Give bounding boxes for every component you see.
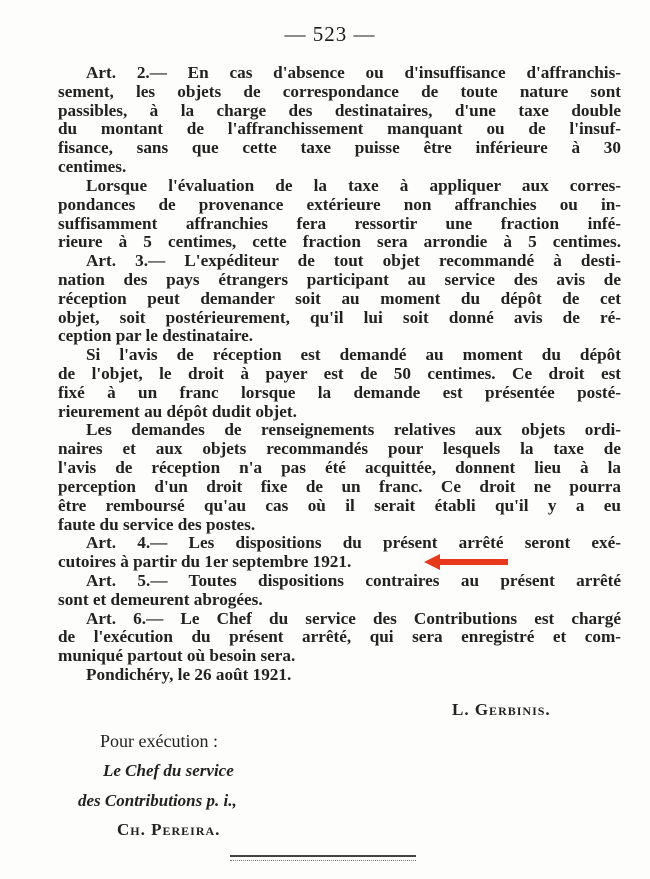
red-arrow-annotation-icon [424, 554, 508, 570]
text-line: Les demandes de renseignements relatives aux objets ordi- [86, 421, 621, 440]
text-line: perception d'un droit fixe de un franc. Ce droit ne pourra [58, 477, 621, 496]
text-line: réception peut demander soit au moment du dépôt de cet [58, 289, 621, 308]
text-line: fixé à un franc lorsque la demande est présentée posté- [58, 383, 621, 402]
text-line: l'avis de réception n'a pas été acquittée, donnent lieu à la [58, 459, 621, 478]
text-line: naires et aux objets recommandés pour lesquels la taxe de [58, 440, 621, 459]
text-line: suffisamment affranchies fera ressortir une fraction infé- [58, 214, 621, 233]
text-line: sement, les objets de correspondance de toute nature sont [58, 82, 621, 101]
text-line: Art. 2.— En cas d'absence ou d'insuffisance d'affranchis- [86, 64, 621, 82]
text-line: objet, soit postérieurement, qu'il lui soit donné avis de ré- [58, 308, 621, 327]
text-line: de l'exécution du présent arrêté, qui sera enregistré et com- [58, 628, 621, 647]
text-line: muniqué partout où besoin sera. [58, 647, 296, 666]
text-line: Art. 5.— Toutes dispositions contraires au présent arrêté [86, 571, 621, 590]
text-line: pondances de provenance extérieure non affranchies ou in- [58, 195, 621, 214]
text-line: sont et demeurent abrogées. [58, 590, 263, 609]
text-line: centimes. [58, 158, 127, 177]
text-line: ception par le destinataire. [58, 327, 254, 346]
text-line: Art. 4.— Les dispositions du présent arrêté seront exé- [86, 534, 621, 553]
text-line: être remboursé qu'au cas où il serait établi qu'il y a eu [58, 496, 621, 515]
signatory-name: L. Gerbinis. [452, 700, 551, 719]
text-line: du montant de l'affranchissement manquant ou de l'insuf- [58, 120, 621, 139]
text-line: Art. 3.— L'expéditeur de tout objet recommandé à desti- [86, 252, 621, 271]
page-number: — 523 — [284, 22, 376, 46]
text-line: rieurement au dépôt dudit objet. [58, 402, 297, 421]
text-line: cutoires à partir du 1er septembre 1921. [58, 553, 352, 572]
text-line: passibles, à la charge des destinataires, d'une taxe double [58, 101, 621, 120]
decree-text [58, 64, 621, 685]
text-line: Lorsque l'évaluation de la taxe à appliquer aux corres- [86, 176, 621, 195]
text-line: de l'objet, le droit à payer est de 50 centimes. Ce droit est [58, 365, 621, 383]
execution-name: Ch. Pereira. [117, 820, 221, 839]
execution-label: Pour exécution : [100, 731, 218, 751]
text-line: Si l'avis de réception est demandé au moment du dépôt [86, 346, 621, 365]
text-line: fisance, sans que cette taxe puisse être inférieure à 30 [58, 139, 621, 158]
text-line: Pondichéry, le 26 août 1921. [86, 666, 292, 684]
execution-role-line2: des Contributions p. i., [78, 791, 237, 810]
text-line: rieure à 5 centimes, cette fraction sera arrondie à 5 centimes. [58, 233, 621, 252]
text-line: Art. 6.— Le Chef du service des Contributions est chargé [86, 609, 621, 628]
closing-rule [230, 855, 416, 861]
text-line: faute du service des postes. [58, 515, 256, 534]
execution-role-line1: Le Chef du service [103, 761, 234, 780]
text-line: nation des pays étrangers participant au service des avis de [58, 270, 621, 289]
